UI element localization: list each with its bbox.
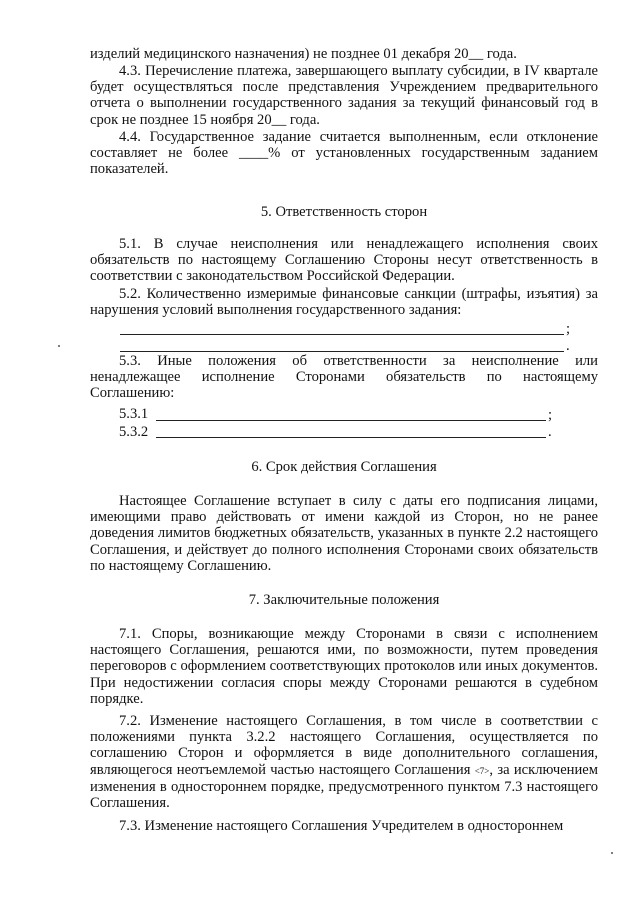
period-5-2-2: . — [566, 338, 570, 354]
paragraph-7-2-main: 7.2. Изменение настоящего Соглашения, в том числе в соответствии с положениями пункта 3.2.2 настоящего Соглашения, осуществляется по соглашению Сторон и оформляется в виде дополнительного соглашения, являющегося неотъемлемой частью настоящего Соглашения — [90, 713, 598, 778]
blank-line-5-2-2 — [120, 351, 564, 352]
paragraph-7-2 — [90, 713, 598, 811]
period-5-3-2: . — [548, 424, 552, 440]
blank-line-5-3-1 — [156, 420, 546, 421]
semicolon-5-3-1: ; — [548, 407, 553, 423]
section-5-title: 5. Ответственность сторон — [260, 204, 428, 220]
paragraph-7-1: 7.1. Споры, возникающие между Сторонами в связи с исполнением настоящего Соглашения, решаются ими, по возможности, путем проведения переговоров с оформлением соответствующих протоколов или иных документов. При недостижении согласия споры между Сторонами решаются в судебном порядке. — [90, 626, 598, 707]
section-6-title: 6. Срок действия Соглашения — [251, 459, 437, 475]
item-5-3-1-label: 5.3.1 — [119, 406, 149, 422]
paragraph-6: Настоящее Соглашение вступает в силу с даты его подписания лицами, имеющими право действовать от имени каждой из Сторон, но не ранее доведения лимитов бюджетных обязательств, указанных в пункте 2.2 настоящего Соглашения, и действует до полного исполнения Сторонами своих обязательств по настоящему Соглашению. — [90, 493, 598, 574]
scan-speck — [58, 345, 60, 347]
paragraph-4-3: 4.3. Перечисление платежа, завершающего выплату субсидии, в IV квартале будет осуществляться после представления Учреждением предварительного отчета о выполнении государственного задания за текущий финансовый год в срок не позднее 15 ноября 20__ года. — [90, 63, 598, 128]
paragraph-5-2: 5.2. Количественно измеримые финансовые санкции (штрафы, изъятия) за нарушения условий выполнения государственного задания: — [90, 286, 598, 319]
item-5-3-2-label: 5.3.2 — [119, 424, 149, 440]
paragraph-4-4: 4.4. Государственное задание считается выполненным, если отклонение составляет не более ____% от установленных государственным заданием показателей. — [90, 129, 598, 178]
paragraph-5-3: 5.3. Иные положения об ответственности за неисполнение или ненадлежащее исполнение Сторонами обязательств по настоящему Соглашению: — [90, 353, 598, 402]
paragraph-5-1: 5.1. В случае неисполнения или ненадлежащего исполнения своих обязательств по настоящему Соглашению Стороны несут ответственность в соответствии с законодательством Российской Федерации. — [90, 236, 598, 285]
paragraph-7-2-end: , за исключением изменения в одностороннем порядке, предусмотренного пунктом 7.3 настоящего Соглашения. — [90, 761, 598, 812]
paragraph-4-2-tail: изделий медицинского назначения) не позднее 01 декабря 20__ года. — [90, 46, 517, 62]
scan-speck — [611, 852, 613, 854]
section-7-title: 7. Заключительные положения — [248, 592, 440, 608]
paragraph-7-3-start: 7.3. Изменение настоящего Соглашения Учредителем в одностороннем — [119, 818, 564, 834]
footnote-ref-7: <7> — [474, 765, 490, 776]
semicolon-5-2-1: ; — [566, 321, 571, 337]
blank-line-5-3-2 — [156, 437, 546, 438]
blank-line-5-2-1 — [120, 334, 564, 335]
